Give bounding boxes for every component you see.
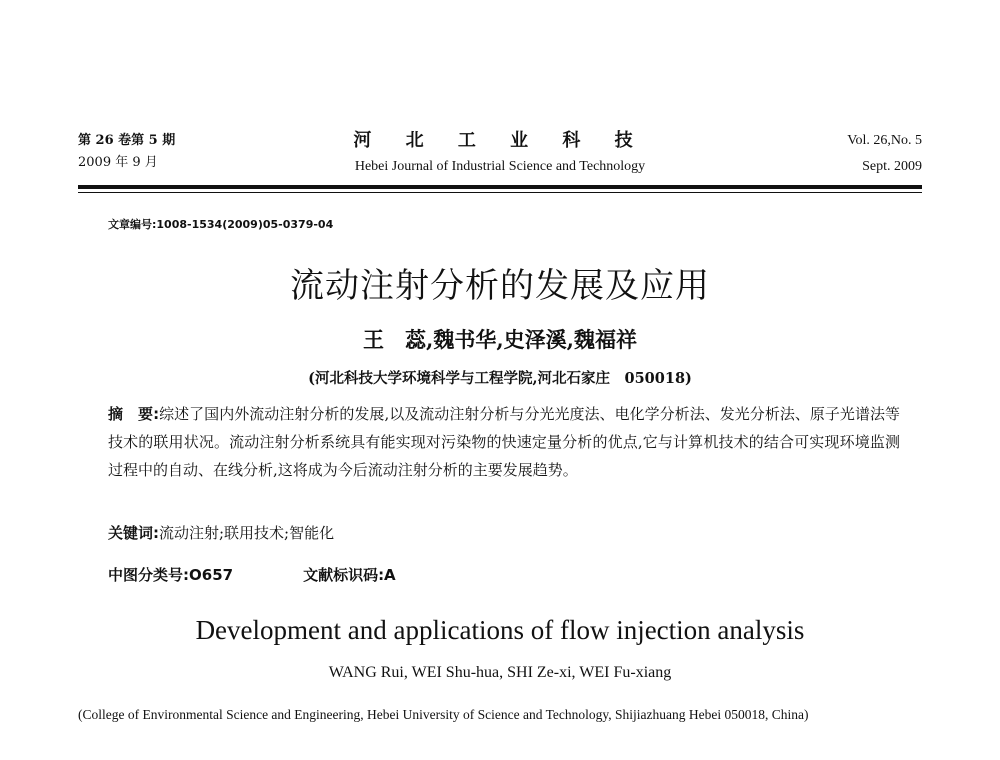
date-en: Sept. 2009 — [862, 159, 922, 174]
header-rule-thin — [78, 192, 922, 193]
journal-header — [78, 130, 922, 178]
header-right — [847, 130, 922, 178]
paper-title-cn: 流动注射分析的发展及应用 — [290, 266, 710, 306]
keywords-cn — [108, 522, 334, 543]
authors-cn: 王 蕊,魏书华,史泽溪,魏福祥 — [363, 327, 637, 352]
abstract-text: 综述了国内外流动注射分析的发展,以及流动注射分析与分光光度法、电化学分析法、发光分析法、原子光谱法等技术的联用状况。流动注射分析系统具有能实现对污染物的快速定量分析的优点,它与计算机技术的结合可实现环境监测过程中的自动、在线分析,这将成为今后流动注射分析的主要发展趋势。 — [108, 405, 901, 479]
affiliation-en: (College of Environmental Science and Engineering, Hebei University of Science and Technology, Shijiazhuang Hebei 050018, China) — [78, 707, 809, 722]
journal-name-cn: 河 北 工 业 科 技 — [353, 130, 647, 151]
clc-number: 中图分类号:O657 — [108, 566, 234, 584]
affiliation-cn: (河北科技大学环境科学与工程学院,河北石家庄 050018) — [308, 370, 692, 387]
document-code: 文献标识码:A — [303, 566, 396, 584]
keywords-text: 流动注射;联用技术;智能化 — [159, 524, 335, 542]
volume-issue-en: Vol. 26,No. 5 — [847, 133, 922, 148]
authors-en: WANG Rui, WEI Shu-hua, SHI Ze-xi, WEI Fu-xiang — [328, 664, 672, 681]
keywords-label: 关键词: — [108, 524, 159, 542]
classification — [108, 564, 396, 585]
volume-issue-cn: 第 26 卷第 5 期 — [78, 133, 176, 148]
abstract-cn — [108, 400, 900, 484]
article-number: 文章编号:1008-1534(2009)05-0379-04 — [108, 218, 334, 231]
header-center — [78, 130, 922, 178]
abstract-label: 摘 要: — [108, 405, 160, 423]
header-rule-thick — [78, 185, 922, 189]
paper-title-en: Development and applications of flow injection analysis — [195, 615, 805, 645]
journal-name-en: Hebei Journal of Industrial Science and Technology — [354, 159, 646, 174]
date-cn: 2009 年 9 月 — [78, 155, 158, 170]
